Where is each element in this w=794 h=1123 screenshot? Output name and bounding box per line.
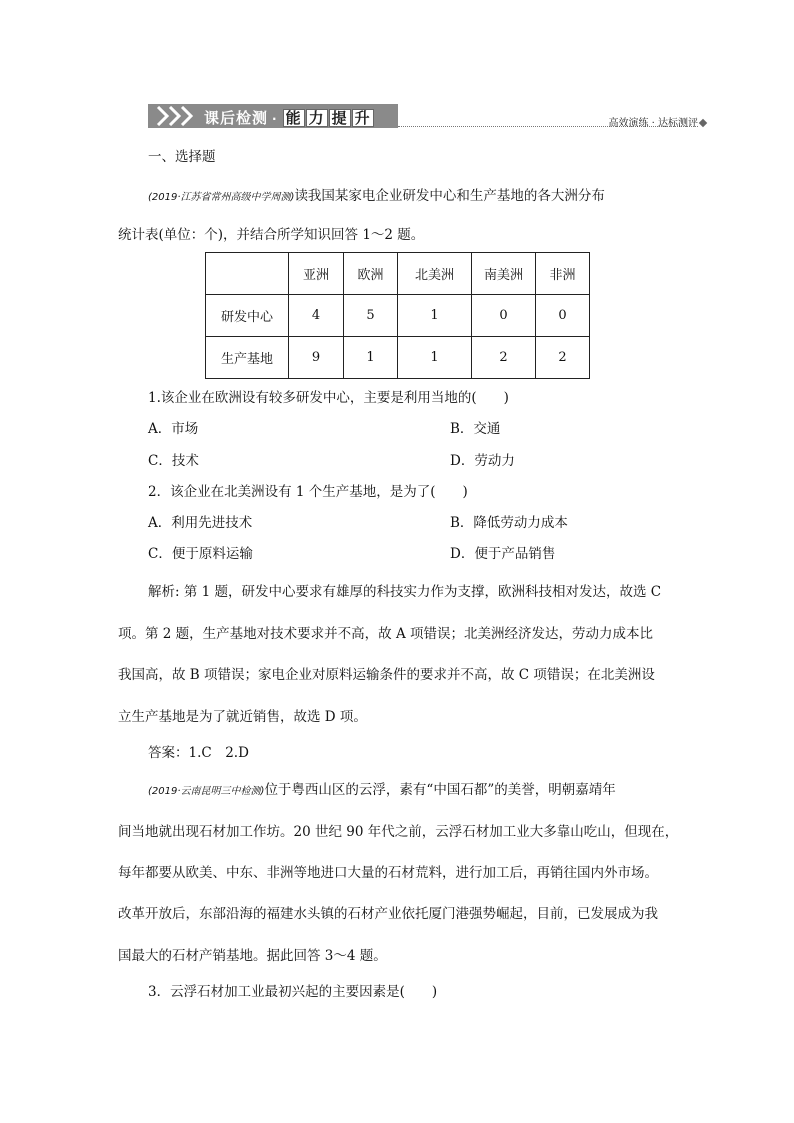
intro2-line4: 改革开放后，东部沿海的福建水头镇的石材产业依托厦门港强势崛起，目前，已发展成为我 bbox=[118, 906, 658, 922]
q3-stem: 3．云浮石材加工业最初兴起的主要因素是( ) bbox=[148, 984, 438, 1000]
q1-option-c: C．技术 bbox=[148, 453, 199, 469]
intro1-line1 bbox=[148, 184, 605, 204]
banner-title-box: 能 bbox=[283, 109, 305, 127]
table-cell: 1 bbox=[398, 337, 472, 379]
analysis-line: 立生产基地是为了就近销售，故选 D 项。 bbox=[118, 709, 367, 725]
intro2-source: (2019·云南昆明三中检测) bbox=[148, 786, 265, 797]
table-row bbox=[206, 337, 590, 379]
header-right-tag: 高效演练 · 达标测评 bbox=[608, 118, 698, 129]
banner-title-box: 力 bbox=[306, 109, 328, 127]
table-cell: 生产基地 bbox=[206, 337, 289, 379]
section-heading: 一、选择题 bbox=[148, 149, 216, 165]
banner-title bbox=[204, 107, 374, 128]
q2-option-d: D．便于产品销售 bbox=[450, 546, 556, 562]
table-header-row bbox=[206, 253, 590, 295]
table-header-cell: 非洲 bbox=[536, 253, 590, 295]
analysis-line: 解析: 第 1 题，研发中心要求有雄厚的科技实力作为支撑，欧洲科技相对发达，故选 C bbox=[148, 584, 662, 600]
q2-option-c: C．便于原料运输 bbox=[148, 546, 253, 562]
table-cell: 研发中心 bbox=[206, 295, 289, 337]
table-cell: 5 bbox=[344, 295, 398, 337]
banner-title-separator: · bbox=[272, 112, 278, 126]
table-cell: 2 bbox=[536, 337, 590, 379]
intro1-source: (2019·江苏省常州高级中学周测) bbox=[148, 192, 295, 203]
table-cell: 4 bbox=[289, 295, 344, 337]
intro2-line5: 国最大的石材产销基地。据此回答 3～4 题。 bbox=[118, 948, 387, 964]
chevron-arrows-icon bbox=[154, 106, 198, 126]
q2-option-a: A．利用先进技术 bbox=[148, 515, 253, 531]
table-header-cell bbox=[206, 253, 289, 295]
table-header-cell: 亚洲 bbox=[289, 253, 344, 295]
q1-option-b: B．交通 bbox=[450, 421, 501, 437]
q1-option-a: A．市场 bbox=[148, 421, 199, 437]
table-cell: 2 bbox=[472, 337, 536, 379]
diamond-icon bbox=[699, 119, 707, 127]
analysis-line: 我国高，故 B 项错误；家电企业对原料运输条件的要求并不高，故 C 项错误；在北美洲设 bbox=[118, 667, 655, 683]
table-cell: 9 bbox=[289, 337, 344, 379]
intro1-line1-text: 读我国某家电企业研发中心和生产基地的各大洲分布 bbox=[294, 188, 605, 204]
analysis-line: 项。第 2 题，生产基地对技术要求并不高，故 A 项错误；北美洲经济发达，劳动力成本比 bbox=[118, 626, 654, 642]
banner-title-main: 课后检测 bbox=[204, 109, 269, 127]
table-cell: 1 bbox=[398, 295, 472, 337]
q1-option-d: D．劳动力 bbox=[450, 453, 515, 469]
table-header-cell: 北美洲 bbox=[398, 253, 472, 295]
answer-text: 答案：1.C 2.D bbox=[148, 745, 249, 761]
q2-stem: 2．该企业在北美洲设有 1 个生产基地，是为了( ) bbox=[148, 484, 468, 500]
intro2-line3: 每年都要从欧美、中东、非洲等地进口大量的石材荒料，进行加工后，再销往国内外市场。 bbox=[118, 865, 658, 881]
table-cell: 1 bbox=[344, 337, 398, 379]
table-row bbox=[206, 295, 590, 337]
section-banner bbox=[148, 104, 398, 128]
table-cell: 0 bbox=[536, 295, 590, 337]
table-header-cell: 南美洲 bbox=[472, 253, 536, 295]
banner-title-box: 升 bbox=[352, 109, 374, 127]
q1-stem: 1.该企业在欧洲设有较多研发中心，主要是利用当地的( ) bbox=[148, 390, 509, 406]
intro1-line2: 统计表(单位：个)，并结合所学知识回答 1～2 题。 bbox=[118, 227, 425, 243]
banner-title-box: 提 bbox=[329, 109, 351, 127]
stats-table bbox=[205, 252, 590, 379]
intro2-line1 bbox=[148, 778, 616, 798]
intro2-line1-text: 位于粤西山区的云浮，素有“中国石都”的美誉，明朝嘉靖年 bbox=[264, 782, 616, 798]
table-header-cell: 欧洲 bbox=[344, 253, 398, 295]
table-cell: 0 bbox=[472, 295, 536, 337]
intro2-line2: 间当地就出现石材加工作坊。20 世纪 90 年代之前，云浮石材加工业大多靠山吃山，但现在， bbox=[118, 824, 679, 840]
q2-option-b: B．降低劳动力成本 bbox=[450, 515, 568, 531]
